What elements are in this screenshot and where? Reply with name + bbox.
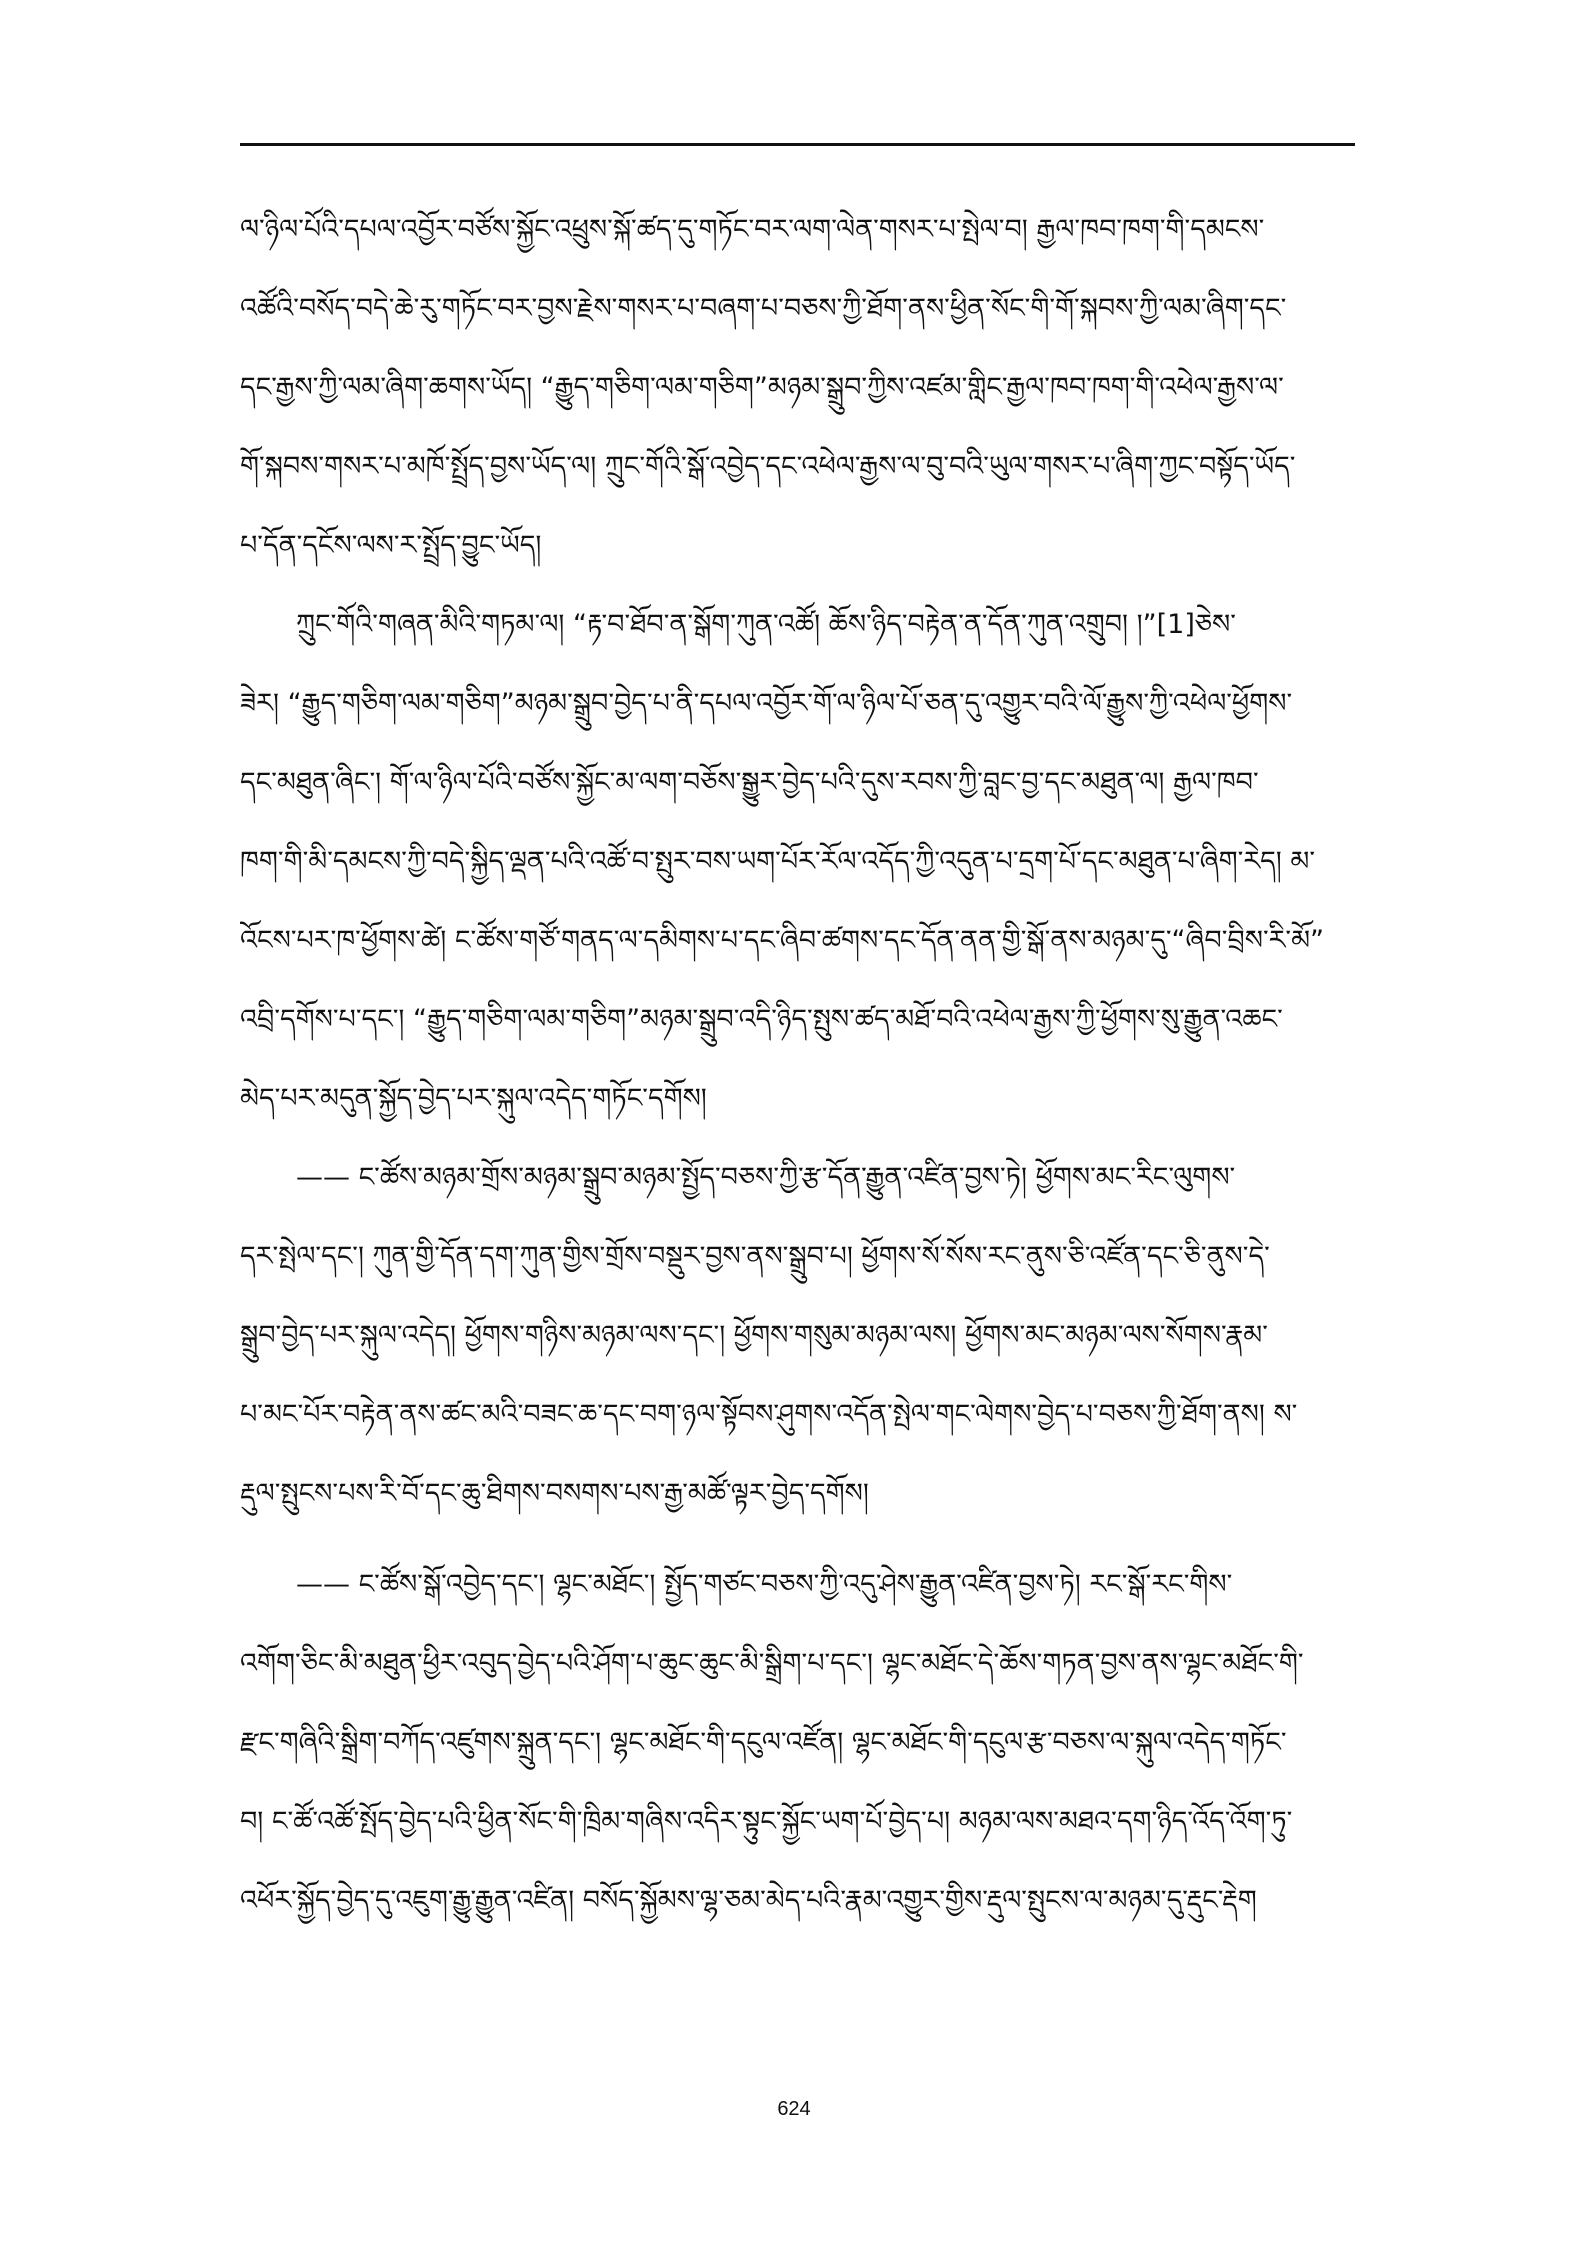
- text-line: འགོག་ཅིང་མི་མཐུན་ཕྱིར་འབུད་བྱེད་པའི་ཤོག་པ་ཆུང་ཆུང་མི་སྒྲིག་པ་དང་། ལྷང་མཐོང་དེ་ཆོས་གཏན་བྱས་ནས་ལྷང་མཐོང་གི་: [240, 1648, 1304, 1679]
- text-line: རྫང་གཞིའི་སྒྲིག་བཀོད་འཛུགས་སྐྲུན་དང་། ལྷང་མཐོང་གི་དངུལ་འཛོན། ལྷང་མཐོང་གི་དངུལ་རྩ་བཅས་ལ་སྐུལ་འདེད་གཏོང་: [240, 1727, 1287, 1758]
- text-line: དང་མཐུན་ཞིང་། གོ་ལ་ཉིལ་པོའི་བཙོས་སྐྱོང་མ་ལག་བཅོས་སྒྱུར་བྱེད་པའི་དུས་རབས་ཀྱི་བླང་བྱ་དང་མཐུན་ལ། རྒྱལ་ཁབ་: [240, 767, 1259, 798]
- header-rule: [240, 143, 1355, 146]
- text-line: ཀྲུང་གོའི་གཞན་མིའི་གཏམ་ལ། “རྟ་བ་ཐོབ་ན་སྒོག་ཀུན་འཚོ། ཆོས་ཉིད་བརྟེན་ན་དོན་ཀུན་འགྲུབ། །”[1]ཅེས་: [296, 609, 1236, 640]
- text-line: འཕོར་སྐྱོད་བྱེད་དུ་འཇུག་རྒྱུ་རྒྱུན་འཛིན། བསོད་སྐྱོམས་ལྷ་ཅམ་མེད་པའི་རྣམ་འགྱུར་གྱིས་རྡུལ་སྤུངས་ལ་མཉམ་དུ་རྡུང་རྡེག: [240, 1885, 1257, 1916]
- text-line: འོངས་པར་ཁ་ཕྱོགས་ཚེ། ང་ཚོས་གཙོ་གནད་ལ་དམིགས་པ་དང་ཞིབ་ཚགས་དང་དོན་ནན་གྱི་སྒོ་ནས་མཉམ་དུ་“ཞིབ་བྲིས་རི་མོ”: [240, 925, 1325, 956]
- text-line: རྡུལ་སྤུངས་པས་རི་བོ་དང་ཆུ་ཐིགས་བསགས་པས་རྒྱ་མཚོ་ལྟར་བྱེད་དགོས།: [240, 1478, 869, 1509]
- text-line: —— ང་ཚོས་སྒོ་འབྱེད་དང་། ལྷང་མཐོང་། སྤྱོད་གཙང་བཅས་ཀྱི་འདུ་ཤེས་རྒྱུན་འཛིན་བྱས་ཏེ། རང་སྒོ་རང་གིས་: [296, 1569, 1233, 1600]
- text-line: ཟེར། “རྒྱུད་གཅིག་ལམ་གཅིག”མཉམ་སྒྲུབ་བྱེད་པ་ནི་དཔལ་འབྱོར་གོ་ལ་ཉིལ་པོ་ཅན་དུ་འགྱུར་བའི་ལོ་རྒྱུས་ཀྱི་འཕེལ་ཕྱོགས་: [240, 688, 1293, 719]
- text-line: མེད་པར་མདུན་སྐྱོད་བྱེད་པར་སྐུལ་འདེད་གཏོང་དགོས།: [240, 1083, 707, 1114]
- text-line: པ་མང་པོར་བརྟེན་ནས་ཚང་མའི་བཟང་ཆ་དང་བག་ཉལ་སྟོབས་ཤུགས་འདོན་སྤེལ་གང་ལེགས་བྱེད་པ་བཅས་ཀྱི་ཐོག་ནས། ས་: [240, 1399, 1298, 1430]
- page-body: [240, 190, 1355, 1940]
- text-line: བ། ང་ཚོ་འཚོ་སྤོད་བྱེད་པའི་ཕྱིན་སོང་གི་ཁྲིམ་གཞིས་འདིར་སྟུང་སྐྱོང་ཡག་པོ་བྱེད་པ། མཉམ་ལས་མཐའ་དག་ཉིད་འོད་འོག་ཏུ་: [240, 1806, 1293, 1837]
- text-line: འབྲི་དགོས་པ་དང་། “རྒྱུད་གཅིག་ལམ་གཅིག”མཉམ་སྒྲུབ་འདི་ཉིད་སྤུས་ཚད་མཐོ་བའི་འཕེལ་རྒྱས་ཀྱི་ཕྱོགས་སུ་རྒྱུན་འཆང་: [240, 1004, 1283, 1035]
- text-line: དང་རྒྱས་ཀྱི་ལམ་ཞིག་ཆགས་ཡོད། “རྒྱུད་གཅིག་ལམ་གཅིག”མཉམ་སྒྲུབ་ཀྱིས་འཛམ་གླིང་རྒྱལ་ཁབ་ཁག་གི་འཕེལ་རྒྱས་ལ་: [240, 372, 1284, 403]
- text-line: ཁག་གི་མི་དམངས་ཀྱི་བདེ་སྐྱིད་ལྡན་པའི་འཚོ་བ་སྤུར་བས་ཡག་པོར་རོལ་འདོད་ཀྱི་འདུན་པ་དྲག་པོ་དང་མཐུན་པ་ཞིག་རེད། མ་: [240, 846, 1315, 877]
- text-line: —— ང་ཚོས་མཉམ་གྲོས་མཉམ་སྒྲུབ་མཉམ་སྤྱོད་བཅས་ཀྱི་རྩ་དོན་རྒྱུན་འཛིན་བྱས་ཏེ། ཕྱོགས་མང་རིང་ལུགས་: [296, 1162, 1236, 1193]
- text-line: སྒྲུབ་བྱེད་པར་སྐུལ་འདེད། ཕྱོགས་གཉིས་མཉམ་ལས་དང་། ཕྱོགས་གསུམ་མཉམ་ལས། ཕྱོགས་མང་མཉམ་ལས་སོགས་རྣམ་: [240, 1320, 1268, 1351]
- text-line: འཚོའི་བསོད་བདེ་ཆེ་རུ་གཏོང་བར་བྱས་རྗེས་གསར་པ་བཞག་པ་བཅས་ཀྱི་ཐོག་ནས་ཕྱིན་སོང་གི་གོ་སྐབས་ཀྱི་ལམ་ཞིག་དང་: [240, 293, 1287, 324]
- text-line: གོ་སྐབས་གསར་པ་མཁོ་སྤྲོད་བྱས་ཡོད་ལ། ཀྲུང་གོའི་སྒོ་འབྱེད་དང་འཕེལ་རྒྱས་ལ་བུ་བའི་ཡུལ་གསར་པ་ཞིག་ཀྱང་བསྟོད་ཡོད་: [240, 451, 1296, 482]
- text-line: པ་དོན་དངོས་ལས་ར་སྤྲོད་བྱུང་ཡོད།: [240, 530, 542, 561]
- text-line: དར་སྤེལ་དང་། ཀུན་གྱི་དོན་དག་ཀུན་གྱིས་གྲོས་བསྡུར་བྱས་ནས་སྒྲུབ་པ། ཕྱོགས་སོ་སོས་རང་ནུས་ཅི་འཛོན་དང་ཅི་ནུས་དེ་: [240, 1241, 1270, 1272]
- text-line: ལ་ཉིལ་པོའི་དཔལ་འབྱོར་བཙོས་སྐྱོང་འཕྲུས་སྐོ་ཚད་དུ་གཏོང་བར་ལག་ལེན་གསར་པ་སྤེལ་བ། རྒྱལ་ཁབ་ཁག་གི་དམངས་: [240, 214, 1265, 245]
- page-number: 624: [777, 2098, 811, 2120]
